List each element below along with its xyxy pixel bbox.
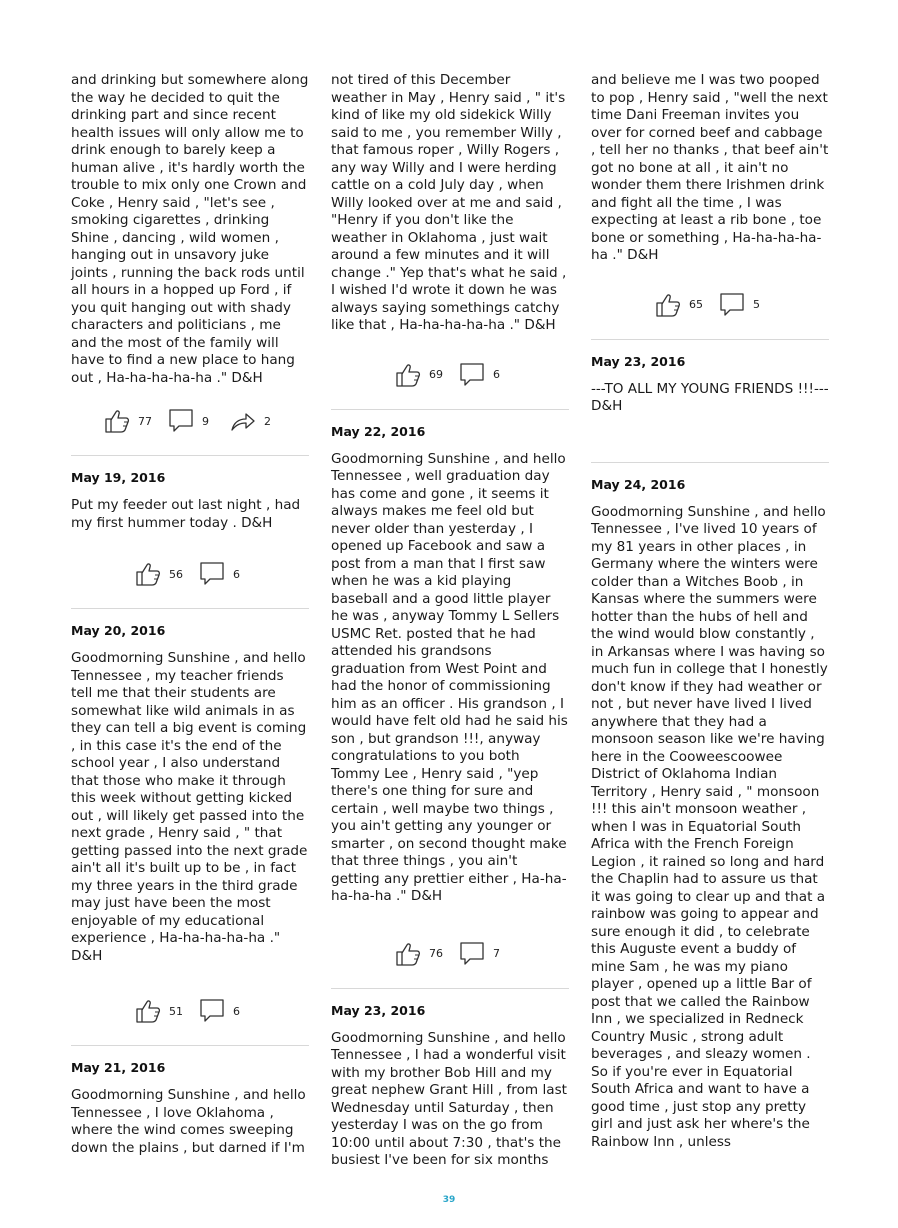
thumbs-up-icon [395, 362, 421, 388]
post-date: May 19, 2016 [71, 470, 166, 485]
post-date: May 22, 2016 [331, 423, 426, 439]
post [591, 477, 829, 1152]
thumbs-up-icon [135, 998, 161, 1024]
like-count: 69 [429, 368, 443, 381]
reaction-bar [331, 353, 569, 397]
divider [331, 988, 569, 989]
post-date: May 23, 2016 [591, 353, 686, 369]
share-count: 2 [264, 414, 271, 428]
post-text: Goodmorning Sunshine , and hello Tennessee , my teacher friends tell me that their students are somewhat like wild animals in as they can tell a big event is coming , in this case it's the end of the school year , I also understand that those who make it through this week without getting kicked out , will likely get passed into the next grade , Henry said , " that getting passed into the next grade ain't all it's built up to be , in fact my three years in the third grade may just have been the most enjoyable of my educational experience , Ha-ha-ha-ha-ha ." D&H [71, 650, 308, 964]
post [331, 424, 569, 976]
comment-icon [459, 941, 485, 967]
post-date: May 23, 2016 [331, 1002, 426, 1018]
divider [591, 339, 829, 340]
like-count: 77 [138, 414, 152, 428]
post-date: May 20, 2016 [71, 623, 166, 638]
like-button[interactable] [135, 561, 183, 587]
like-count: 76 [429, 947, 443, 960]
like-count: 65 [689, 298, 703, 311]
thumbs-up-icon [135, 561, 161, 587]
comment-icon [719, 292, 745, 318]
comment-icon [199, 561, 225, 587]
thumbs-up-icon [655, 292, 681, 318]
post [71, 1060, 309, 1157]
thumbs-up-icon [104, 408, 130, 434]
comment-count: 6 [233, 1004, 240, 1018]
page-number: 39 [442, 1195, 456, 1205]
post-text: Goodmorning Sunshine , and hello Tennessee , I had a wonderful visit with my brother Bob Hill and my great nephew Grant Hill , from last Wednesday until Saturday , then yesterday I was on the go from 10:00 until about 7:30 , that's the busiest I've been for six months [331, 1029, 567, 1168]
column-2 [331, 72, 569, 1170]
comment-button[interactable] [719, 292, 765, 318]
post-text: ---TO ALL MY YOUNG FRIENDS !!!---D&H [591, 380, 829, 414]
post [71, 72, 309, 443]
post-date: May 24, 2016 [591, 476, 686, 492]
comment-icon [168, 408, 194, 434]
post [331, 72, 569, 397]
share-icon [230, 408, 256, 434]
like-button[interactable] [655, 292, 703, 318]
reaction-bar [331, 932, 569, 976]
divider [71, 608, 309, 609]
reaction-bar [71, 552, 309, 596]
post [331, 1003, 569, 1170]
post [591, 354, 829, 416]
divider [71, 1045, 309, 1046]
post-text: Put my feeder out last night , had my first hummer today . D&H [71, 497, 301, 531]
comment-icon [459, 362, 485, 388]
reaction-bar [591, 283, 829, 327]
post-text: not tired of this December weather in May , Henry said , " it's kind of like my old sidekick Willy said to me , you remember Willy , that famous roper , Willy Rogers , any way Willy and I were herding cattle on a cold July day , when Willy looked over at me and said , "Henry if you don't like the weather in Oklahoma , just wait around a few minutes and it will change ." Yep that's what he said , I wished I'd wrote it down he was always saying somethings catchy like that , Ha-ha-ha-ha-ha ." D&H [331, 72, 567, 333]
post [71, 470, 309, 596]
post-text: Goodmorning Sunshine , and hello Tennessee , I love Oklahoma , where the wind comes sweeping down the plains , but darned if I'm [71, 1087, 306, 1156]
share-button[interactable] [230, 408, 276, 434]
comment-count: 9 [202, 414, 209, 428]
column-1 [71, 72, 309, 1157]
comment-button[interactable] [459, 941, 505, 967]
comment-button[interactable] [199, 998, 245, 1024]
comment-button[interactable] [199, 561, 245, 587]
like-button[interactable] [395, 941, 443, 967]
post-date: May 21, 2016 [71, 1060, 166, 1075]
comment-button[interactable] [459, 362, 505, 388]
column-3 [591, 72, 829, 1151]
like-button[interactable] [395, 362, 443, 388]
comment-button[interactable] [168, 408, 214, 434]
divider [591, 462, 829, 463]
thumbs-up-icon [395, 941, 421, 967]
post [71, 623, 309, 1033]
post-text: and drinking but somewhere along the way he decided to quit the drinking part and since recent health issues will only allow me to drink enough to barely keep a human alive , it's hardly worth the trouble to mix only one Crown and Coke , Henry said , "let's see , smoking cigarettes , drinking Shine , dancing , wild women , hanging out in unsavory juke joints , running the back rods until all hours in a hopped up Ford , if you quit hanging out with shady characters and politicians , me and the most of the family will have to find a new place to hang out , Ha-ha-ha-ha-ha ." D&H [71, 72, 309, 386]
like-count: 51 [169, 1004, 183, 1018]
like-button[interactable] [104, 408, 152, 434]
like-count: 56 [169, 567, 183, 581]
divider [331, 409, 569, 410]
comment-icon [199, 998, 225, 1024]
post-text: and believe me I was two pooped to pop , Henry said , "well the next time Dani Freeman invites you over for corned beef and cabbage , tell her no thanks , that beef ain't got no bone at all , it ain't no wonder them there Irishmen drink and fight all the time , I was expecting at least a rib bone , toe bone or something , Ha-ha-ha-ha-ha ." D&H [591, 72, 829, 263]
reaction-bar [71, 989, 309, 1033]
post-text: Goodmorning Sunshine , and hello Tennessee , well graduation day has come and gone , it seems it always makes me feel old but never older than yesterday , I opened up Facebook and saw a post from a man that I first saw when he was a kid playing baseball and a good little player he was , anyway Tommy L Sellers USMC Ret. posted that he had attended his grandsons graduation from West Point and had the honor of commissioning him as an officer . His grandson , I would have felt old had he said his son , but grandson !!!, anyway congratulations to you both Tommy Lee , Henry said , "yep there's one thing for sure and certain , well maybe two things , you ain't getting any younger or smarter , on second thought make that three things , you ain't getting any prettier either , Ha-ha-ha-ha-ha ." D&H [331, 450, 568, 904]
comment-count: 6 [493, 368, 500, 381]
divider [71, 455, 309, 456]
like-button[interactable] [135, 998, 183, 1024]
post [591, 72, 829, 327]
comment-count: 7 [493, 947, 500, 960]
comment-count: 6 [233, 567, 240, 581]
reaction-bar [71, 399, 309, 443]
post-text: Goodmorning Sunshine , and hello Tennessee , I've lived 10 years of my 81 years in other places , in Germany where the winters were colder than a Witches Boob , in Kansas where the summers were hotter than the hubs of hell and the wind would blow constantly , in Arkansas where I was having so much fun in college that I honestly don't know if they had weather or not , but never have lived I lived anywhere that they had a monsoon season like we're having here in the Cooweescoowee District of Oklahoma Indian Territory , Henry said , " monsoon !!! this ain't monsoon weather , when I was in Equatorial South Africa with the French Foreign Legion , it rained so long and hard the Chaplin had to assure us that it was going to clear up and that a rainbow was going to appear and sure enough it did , to celebrate this Auguste event a buddy of mine Sam , he was my piano player , opened up a little Bar of post that we called the Rainbow Inn , we specialized in Redneck Country Music , strong adult beverages , and sleazy women . So if you're ever in Equatorial South Africa and want to have a good time , just stop any pretty girl and just ask her where's the Rainbow Inn , unless [591, 503, 828, 1150]
comment-count: 5 [753, 298, 760, 311]
